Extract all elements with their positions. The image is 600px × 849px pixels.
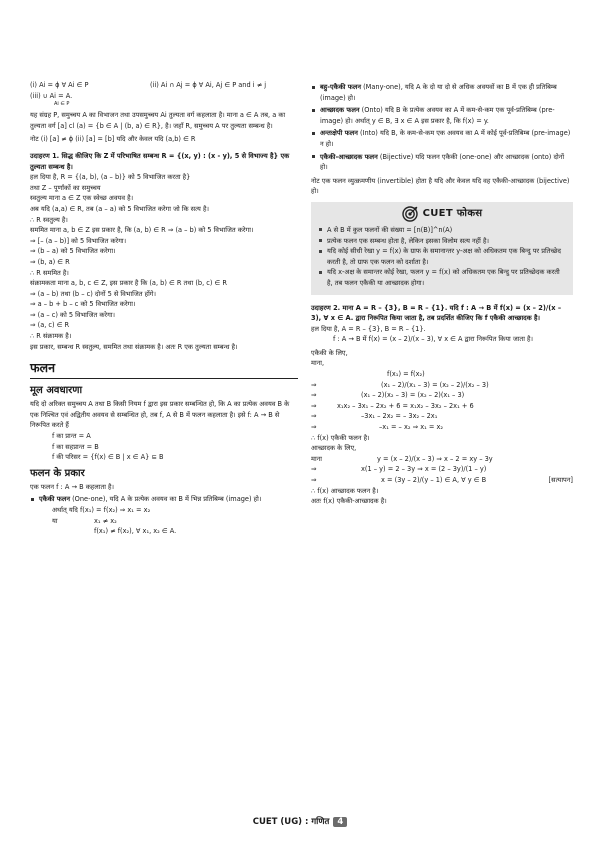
many-one-item: बहु-एकैकी फलन (Many-one), यदि A के दो या दो से अधिक अवयवों का B में एक ही प्रतिबिम्ब (image) हो। <box>311 82 573 103</box>
focus-item-2: प्रत्येक फलन एक सम्बन्ध होता है, लेकिन इसका विलोम सत्य नहीं है। <box>317 236 567 247</box>
onto-for: आच्छादक के लिए, <box>311 444 357 453</box>
left-column <box>30 80 298 537</box>
ex1-line-7: ⇒ (b – a) को 5 विभाजित करेगा। <box>30 247 116 256</box>
ex1-line-2: स्वतुल्य माना a ∈ Z एक स्वेच्छ अवयव है। <box>30 194 134 203</box>
eq-7: ∴ f(x) एकैकी फलन है। <box>311 433 370 442</box>
verification-tag: [सत्यापन] <box>548 476 573 484</box>
focus-header <box>317 206 567 222</box>
range-line: f की परिसर = {f(x) ∈ B | x ∈ A} ⊆ B <box>52 453 164 462</box>
eq-2: ⇒ (x₁ – 2)/(x₁ – 3) = (x₂ – 2)/(x₂ – 3) <box>311 380 489 389</box>
ex1-line-16: इस प्रकार, सम्बन्ध R स्वतुल्य, सममित तथा संक्रामक है। अतः R एक तुल्यता सम्बन्ध है। <box>30 342 238 351</box>
prop-1: (i) Ai = ϕ ∀ Ai ∈ P <box>30 81 89 89</box>
bijective-item: एकैकी-आच्छादक फलन (Bijective) यदि फलन एकैकी (one-one) और आच्छादक (onto) दोनों हो। <box>311 152 573 173</box>
focus-item-4: यदि x-अक्ष के समान्तर कोई रेखा, फलन y = f(x) को अधिकतम एक बिन्दु पर प्रतिच्छेदक करती है, तब फलन एकैकी या आच्छादक होगा। <box>317 267 567 288</box>
example-1-title: उदाहरण 1. सिद्ध कीजिए कि Z में परिभाषित सम्बन्ध R = {(x, y) : (x - y), 5 से विभाज्य है} एक तुल्यता सम्बन्ध है। <box>30 151 290 171</box>
note-invertible: नोट एक फलन व्युत्क्रमणीय (invertible) होता है यदि और केवल यदि वह एकैकी-आच्छादक (bijective) हो। <box>311 176 570 196</box>
ex1-line-8: ⇒ (b, a) ∈ R <box>30 257 70 266</box>
footer-label: CUET (UG) : गणित <box>252 817 330 827</box>
example-2-title: उदाहरण 2. माना A = R – {3}, B = R – {1}. यदि f : A → B में f(x) = (x – 2)/(x – 3), ∀ x ∈ A. द्वारा निरूपित किया जाता है, तब प्रदर्शित कीजिए कि f एकैकी आच्छादक है। <box>311 303 562 323</box>
page-footer <box>0 816 600 827</box>
prop-3-sub: Ai ∈ P <box>54 101 70 108</box>
eq-5: ⇒ –3x₁ – 2x₂ = – 3x₂ – 2x₁ <box>311 412 438 421</box>
eq-3: ⇒ (x₁ – 2)(x₂ – 3) = (x₂ – 2)(x₁ – 3) <box>311 391 465 400</box>
focus-title: CUET फोकस <box>422 207 483 219</box>
heading-rule <box>30 378 298 379</box>
ex1-line-15: ∴ R संक्रामक है। <box>30 332 72 341</box>
note-equivalence: नोट (i) [a] ≠ ϕ (ii) [a] = [b] यदि और केवल यदि (a,b) ∈ R <box>30 135 196 144</box>
ex1-line-11: ⇒ (a – b) तथा (b – c) दोनों 5 से विभाजित होंगे। <box>30 289 157 298</box>
types-intro: एक फलन f : A → B कहलाता है। <box>30 482 115 491</box>
heading-function: फलन <box>30 360 56 376</box>
one-one-line-2: या x₁ ≠ x₂ <box>52 516 117 525</box>
one-one-item: एकैकी फलन (One-one), यदि A के प्रत्येक अवयव का B में भिन्न प्रतिबिम्ब (image) हो। <box>30 494 298 505</box>
ex1-line-3: अब यदि (a,a) ∈ R, तब (a – a) को 5 विभाजित करेगा जो कि सत्य है। <box>30 204 209 213</box>
eq-12: अतः f(x) एकैकी-आच्छादक है। <box>311 497 387 506</box>
one-one-line-3: f(x₁) ≠ f(x₂), ∀ x₁, x₂ ∈ A. <box>94 527 177 536</box>
eq-11: ∴ f(x) आच्छादक फलन है। <box>311 486 379 495</box>
ex1-line-13: ⇒ (a – c) को 5 विभाजित करेगा। <box>30 310 116 319</box>
focus-item-3: यदि कोई सीधी रेखा y = f(x) के ग्राफ के समानान्तर y-अक्ष को अधिकतम एक बिन्दु पर प्रतिच्छेद करती है, तो ग्राफ एक फलन को दर्शाता है। <box>317 246 567 267</box>
ex1-line-9: ∴ R सममित है। <box>30 268 69 277</box>
cuet-focus-box <box>311 202 573 295</box>
ex1-line-14: ⇒ (a, c) ∈ R <box>30 321 70 330</box>
example-2-defn: f : A → B में f(x) = (x – 2)/(x – 3), ∀ x ∈ A द्वारा निरूपित किया जाता है। <box>333 335 533 344</box>
focus-item-1: A से B में कुल फलनों की संख्या = [n(B)]^n(A) <box>317 225 567 236</box>
example-1-hal: हल दिया है, R = {(a, b), (a – b)} को 5 विभाजित करता है} <box>30 173 191 182</box>
ex1-line-4: ∴ R स्वतुल्य है। <box>30 215 68 224</box>
right-column <box>311 80 573 507</box>
mana-1: माना, <box>311 359 325 368</box>
ex1-line-10: संक्रामकता माना a, b, c ∈ Z, इस प्रकार है कि (a, b) ∈ R तथा (b, c) ∈ R <box>30 279 227 288</box>
heading-basic-concept: मूल अवधारणा <box>30 385 83 397</box>
ex1-line-5: सममित माना a, b ∈ Z इस प्रकार है, कि (a, b) ∈ R ⇒ (a – b) को 5 विभाजित करेगा। <box>30 226 254 235</box>
prop-3: (iii) ∪ Ai = A. <box>30 91 73 100</box>
heading-types: फलन के प्रकार <box>30 467 85 479</box>
ex1-line-12: ⇒ a – b + b – c को 5 विभाजित करेगा। <box>30 300 136 309</box>
eq-9: ⇒ x(1 – y) = 2 – 3y ⇒ x = (2 – 3y)/(1 – y) <box>311 465 487 474</box>
partition-paragraph: यह संग्रह P, समुच्चय A का विभाजन तथा उपसमुच्चय Ai तुल्यता वर्ग कहलाता है। माना a ∈ A तब, a का तुल्यता वर्ग [a] cl (a) = {b ∈ A | (b, a) ∈ R}, है। जहाँ R, समुच्चय A पर तुल्यता सम्बन्ध है। <box>30 111 286 130</box>
domain-line: f का प्रान्त = A <box>52 432 91 441</box>
prop-2: (ii) Ai ∩ Aj = ϕ ∀ Ai, Aj ∈ P and i ≠ j <box>150 81 267 89</box>
codomain-line: f का सहप्रान्त = B <box>52 442 99 451</box>
eq-1: f(x₁) = f(x₂) <box>387 370 425 379</box>
into-item: अन्तःक्षेपी फलन (Into) यदि B, के कम-से-कम एक अवयव का A में कोई पूर्व-प्रतिबिम्ब (pre-image) न हो। <box>311 128 573 149</box>
ex1-line-1: तथा Z – पूर्णांकों का समुच्चय <box>30 183 101 192</box>
page-number: 4 <box>333 817 347 827</box>
eq-6: ⇒ –x₁ = – x₂ ⇒ x₁ = x₂ <box>311 423 444 432</box>
eq-10: ⇒ x = (3y – 2)/(y – 1) ∈ A, ∀ y ∈ B [सत्यापन] <box>311 476 573 484</box>
one-one-for: एकैकी के लिए, <box>311 348 348 357</box>
target-icon <box>402 206 418 222</box>
partition-props <box>30 80 298 91</box>
example-2-hal: हल दिया है, A = R – {3}, B = R – {1}. <box>311 324 426 333</box>
eq-8: माना y = (x – 2)/(x – 3) ⇒ x – 2 = xy – 3y <box>311 454 493 463</box>
basic-concept-paragraph: यदि दो अरिक्त समुच्चय A तथा B किसी नियम f द्वारा इस प्रकार सम्बन्धित हो, कि A का प्रत्येक अवयव B के एक निश्चित एवं अद्वितीय अवयव से सम्बन्धित हो, तब f, A से B में फलन कहलाता है। इसे f: A → B से निरूपित करते हैं <box>30 400 290 430</box>
one-one-line-1: अर्थात् यदि f(x₁) = f(x₂) ⇒ x₁ = x₂ <box>52 506 151 514</box>
eq-4: ⇒ x₁x₂ – 3x₁ – 2x₂ + 6 = x₁x₂ – 3x₂ – 2x₁ + 6 <box>311 401 474 410</box>
ex1-line-6: ⇒ [– (a – b)] को 5 विभाजित करेगा। <box>30 236 127 245</box>
onto-item: आच्छादक फलन (Onto) यदि B के प्रत्येक अवयव का A में कम-से-कम एक पूर्व-प्रतिबिम्ब (pre-image) हो। अर्थात् y ∈ B, ∃ x ∈ A इस प्रकार है, कि f(x) = y. <box>311 105 573 126</box>
